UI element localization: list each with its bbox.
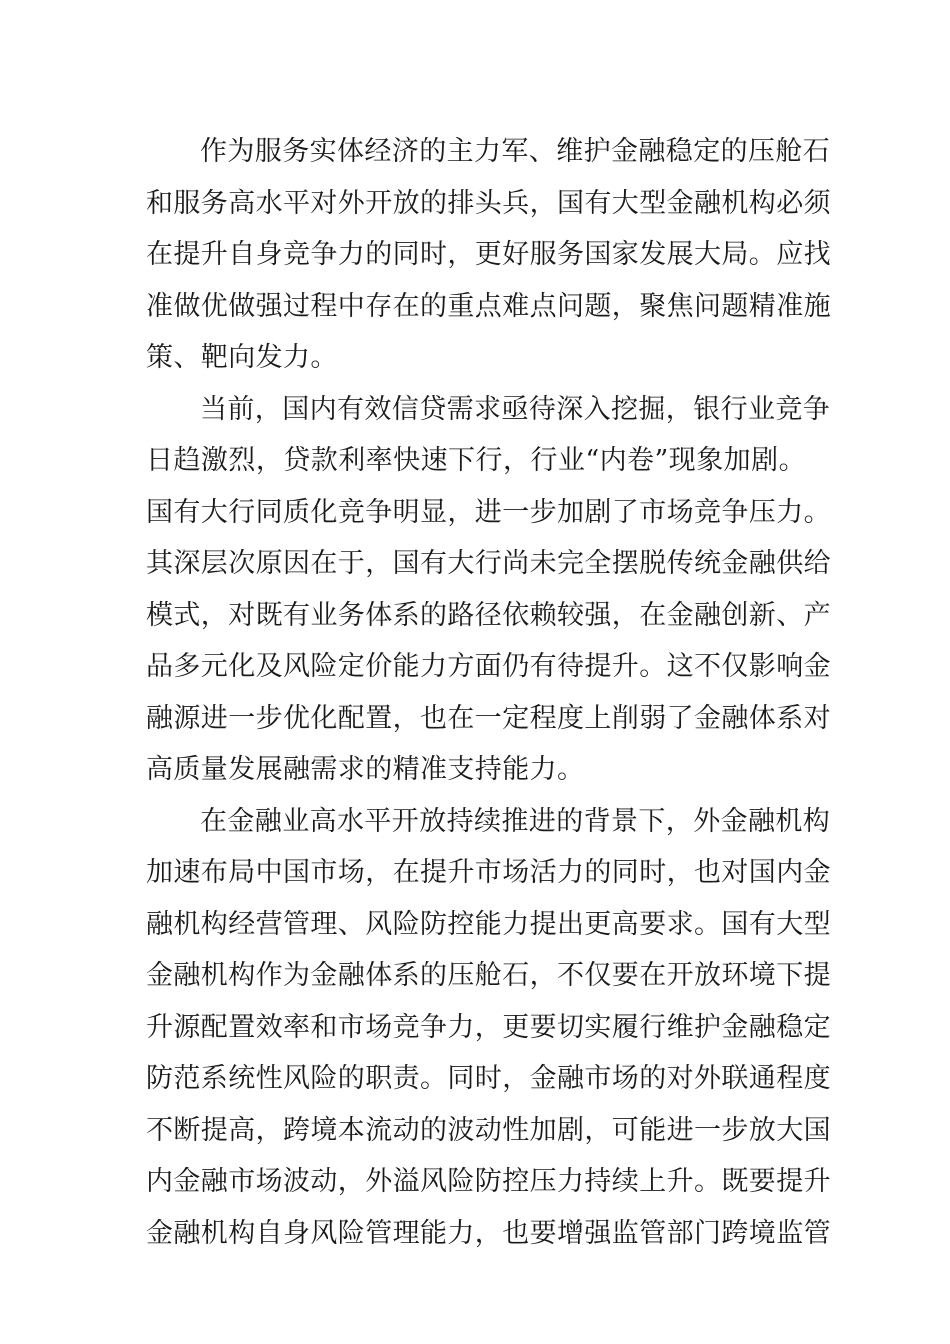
- paragraph-3-line-8: 内金融市场波动，外溢风险防控压力持续上升。既要提升: [146, 1166, 831, 1197]
- paragraph-3-line-3: 融机构经营管理、风险防控能力提出更高要求。国有大型: [146, 908, 831, 940]
- paragraph-3-line-7: 不断提高，跨境本流动的波动性加剧，可能进一步放大国: [146, 1114, 831, 1146]
- paragraph-2-line-2: 日趋激烈，贷款利率快速下行，行业“内卷”现象加剧。: [146, 445, 806, 476]
- paragraph-3-line-5: 升源配置效率和市场竞争力，更要切实履行维护金融稳定: [146, 1011, 831, 1043]
- paragraph-1-line-3: 在提升自身竞争力的同时，更好服务国家发展大局。应找: [146, 239, 831, 270]
- paragraph-1-line-2: 和服务高水平对外开放的排头兵，国有大型金融机构必须: [146, 187, 831, 219]
- paragraph-2-line-4: 其深层次原因在于，国有大行尚未完全摆脱传统金融供给: [146, 548, 831, 579]
- paragraph-3-line-6: 防范系统性风险的职责。同时，金融市场的对外联通程度: [146, 1063, 831, 1094]
- paragraph-1-line-4: 准做优做强过程中存在的重点难点问题，聚焦问题精准施: [146, 290, 831, 322]
- paragraph-3-line-2: 加速布局中国市场，在提升市场活力的同时，也对国内金: [146, 857, 831, 888]
- paragraph-2-line-7: 融源进一步优化配置，也在一定程度上削弱了金融体系对: [146, 702, 831, 734]
- paragraph-3-line-4: 金融机构作为金融体系的压舱石，不仅要在开放环境下提: [146, 960, 831, 991]
- paragraph-1-line-5: 策、靶向发力。: [146, 342, 338, 373]
- paragraph-2-line-1: 当前，国内有效信贷需求亟待深入挖掘，银行业竞争: [200, 393, 831, 425]
- paragraph-3-line-9: 金融机构自身风险管理能力，也要增强监管部门跨境监管: [146, 1217, 831, 1249]
- paragraph-2-line-3: 国有大行同质化竞争明显，进一步加剧了市场竞争压力。: [146, 496, 831, 528]
- paragraph-1-line-1: 作为服务实体经济的主力军、维护金融稳定的压舱石: [200, 136, 831, 167]
- paragraph-2-line-6: 品多元化及风险定价能力方面仍有待提升。这不仅影响金: [146, 651, 831, 682]
- document-body: [146, 126, 831, 1259]
- paragraph-2-line-5: 模式，对既有业务体系的路径依赖较强，在金融创新、产: [146, 599, 831, 631]
- paragraph-2-line-8: 高质量发展融需求的精准支持能力。: [146, 754, 585, 785]
- paragraph-3-line-1: 在金融业高水平开放持续推进的背景下，外金融机构: [200, 805, 831, 837]
